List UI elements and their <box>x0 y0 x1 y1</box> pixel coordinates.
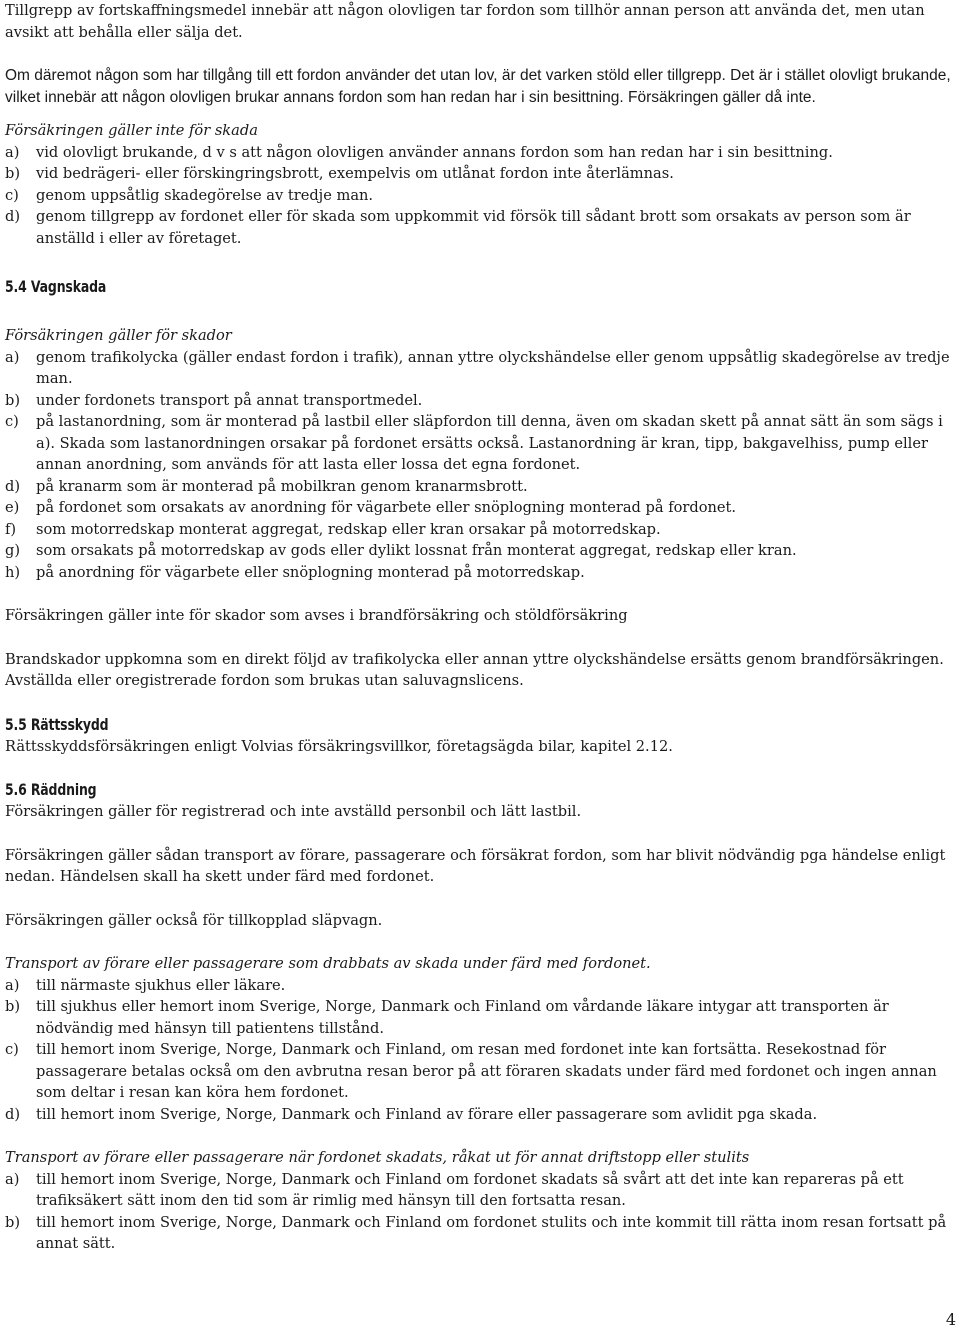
list-item <box>5 411 955 476</box>
list-marker: a) <box>5 143 20 161</box>
list-text: som orsakats på motorredskap av gods eller dylikt lossnat från monterat aggregat, redskap eller kran. <box>36 542 797 559</box>
section-5-5-title: 5.5 Rättsskydd <box>5 714 109 734</box>
list-text: vid olovligt brukande, d v s att någon olovligen använder annans fordon som han redan har i sin besittning. <box>36 143 833 161</box>
page-number: 4 <box>945 1310 956 1329</box>
list-marker: b) <box>5 1213 21 1231</box>
list-marker: b) <box>5 998 21 1015</box>
list-item <box>5 390 955 412</box>
list-item <box>5 1039 955 1104</box>
list-text: genom uppsåtlig skadegörelse av tredje man. <box>36 186 374 204</box>
list-marker: c) <box>5 413 19 430</box>
list-marker: b) <box>5 391 21 409</box>
section-5-6-sub-1-heading: Transport av förare eller passagerare som drabbats av skada under färd med fordonet. <box>5 955 651 972</box>
list-item <box>5 142 955 164</box>
section-5-4-note-1: Försäkringen gäller inte för skador som avses i brandförsäkring och stöldförsäkring <box>5 607 628 624</box>
exclusions-heading: Försäkringen gäller inte för skada <box>5 122 258 139</box>
list-marker: f) <box>5 520 17 538</box>
list-item <box>5 540 955 562</box>
list-text: genom trafikolycka (gäller endast fordon i trafik), annan yttre olyckshändelse eller genom uppsåtlig skadegörelse av tredje man. <box>36 348 950 387</box>
list-marker: g) <box>5 542 21 559</box>
list-marker: c) <box>5 1041 19 1058</box>
list-text: på kranarm som är monterad på mobilkran genom kranarmsbrott. <box>36 477 528 495</box>
intro-paragraph-1: Tillgrepp av fortskaffningsmedel innebär att någon olovligen tar fordon som tillhör annan person att använda det, men utan avsikt att behålla eller sälja det. <box>5 2 925 41</box>
section-5-6-sub-1-list <box>5 975 955 1126</box>
list-marker: d) <box>5 1105 21 1123</box>
section-5-5-text: Rättsskyddsförsäkringen enligt Volvias försäkringsvillkor, företagsägda bilar, kapitel 2.12. <box>5 737 673 755</box>
list-item <box>5 519 955 541</box>
list-item <box>5 1104 955 1126</box>
list-text: som motorredskap monterat aggregat, redskap eller kran orsakar på motorredskap. <box>36 520 661 538</box>
list-item <box>5 975 955 997</box>
section-5-6-paragraph-3: Försäkringen gäller också för tillkopplad släpvagn. <box>5 911 383 929</box>
list-text: till hemort inom Sverige, Norge, Danmark och Finland, om resan med fordonet inte kan fortsätta. Resekostnad för passagerare betalas också om den avbrutna resan beror på att föraren skadats under färd med fordonet och ingen annan som deltar i resan kan köra hem fordonet. <box>36 1041 937 1101</box>
list-item <box>5 347 955 390</box>
section-5-6-title: 5.6 Räddning <box>5 780 97 799</box>
list-text: under fordonets transport på annat transportmedel. <box>36 391 423 409</box>
list-text: på lastanordning, som är monterad på lastbil eller släpfordon till denna, även om skadan skett på annat sätt än som sägs i a). Skada som lastanordningen orsakar på fordonet ersätts också. Lastanordning är kran, tipp, bakgavelhiss, pump eller annan anordning, som används för att lasta eller lossa det egna fordonet. <box>36 413 943 473</box>
list-marker: a) <box>5 348 20 366</box>
section-5-6-sub-2-list <box>5 1169 955 1255</box>
list-marker: a) <box>5 976 20 994</box>
list-text: till hemort inom Sverige, Norge, Danmark och Finland av förare eller passagerare som avlidit pga skada. <box>36 1105 818 1123</box>
list-item <box>5 996 955 1039</box>
list-text: på fordonet som orsakats av anordning för vägarbete eller snöplogning monterad på fordonet. <box>36 499 737 516</box>
list-text: till hemort inom Sverige, Norge, Danmark och Finland om fordonet stulits och inte kommit till rätta inom resan fortsatt på annat sätt. <box>36 1213 947 1252</box>
list-item <box>5 185 955 207</box>
section-5-4-title: 5.4 Vagnskada <box>5 277 107 296</box>
list-item <box>5 1212 955 1255</box>
exclusions-list <box>5 142 955 250</box>
list-item <box>5 206 955 249</box>
list-text: på anordning för vägarbete eller snöplogning monterad på motorredskap. <box>36 563 585 581</box>
list-item <box>5 1169 955 1212</box>
intro-paragraph-2-rest: Det är i stället olovligt brukande, vilket innebär att någon olovligen brukar annans fordon som han redan har i sin besittning. Försäkringen gäller då inte. <box>5 67 951 106</box>
list-marker: d) <box>5 208 21 225</box>
list-marker: h) <box>5 563 21 581</box>
list-text: vid bedrägeri- eller förskingringsbrott, exempelvis om utlånat fordon inte återlämnas. <box>36 165 674 182</box>
list-marker: c) <box>5 186 19 204</box>
list-marker: a) <box>5 1170 20 1188</box>
document-page <box>5 0 955 1255</box>
list-text: till hemort inom Sverige, Norge, Danmark och Finland om fordonet skadats så svårt att det inte kan repareras på ett trafiksäkert sätt inom den tid som är rimlig med hänsyn till den fortsatta resan. <box>36 1170 904 1209</box>
list-text: till närmaste sjukhus eller läkare. <box>36 976 286 994</box>
list-item <box>5 562 955 584</box>
intro-paragraph-2 <box>5 65 955 108</box>
list-marker: e) <box>5 499 20 516</box>
section-5-4-intro: Försäkringen gäller för skador <box>5 327 232 344</box>
list-marker: d) <box>5 477 21 495</box>
list-item <box>5 497 955 519</box>
section-5-4-note-2: Brandskador uppkomna som en direkt följd av trafikolycka eller annan yttre olyckshändelse ersätts genom brandförsäkringen. Avställda eller oregistrerade fordon som brukas utan saluvagnslicens. <box>5 650 944 689</box>
section-5-6-paragraph-2: Försäkringen gäller sådan transport av förare, passagerare och försäkrat fordon, som har blivit nödvändig pga händelse enligt nedan. Händelsen skall ha skett under färd med fordonet. <box>5 846 946 885</box>
section-5-4-list <box>5 347 955 584</box>
list-text: genom tillgrepp av fordonet eller för skada som uppkommit vid försök till sådant brott som orsakats av person som är anställd i eller av företaget. <box>36 208 911 247</box>
list-item <box>5 163 955 185</box>
intro-paragraph-2-lead: Om däremot någon som har tillgång till ett fordon använder det utan lov, är det varken stöld eller tillgrepp. <box>5 67 726 84</box>
list-item <box>5 476 955 498</box>
list-text: till sjukhus eller hemort inom Sverige, Norge, Danmark och Finland om vårdande läkare intygar att transporten är nödvändig med hänsyn till patientens tillstånd. <box>36 998 889 1037</box>
section-5-6-paragraph-1: Försäkringen gäller för registrerad och inte avställd personbil och lätt lastbil. <box>5 803 582 820</box>
section-5-6-sub-2-heading: Transport av förare eller passagerare när fordonet skadats, råkat ut för annat driftstopp eller stulits <box>5 1149 750 1166</box>
list-marker: b) <box>5 165 21 182</box>
